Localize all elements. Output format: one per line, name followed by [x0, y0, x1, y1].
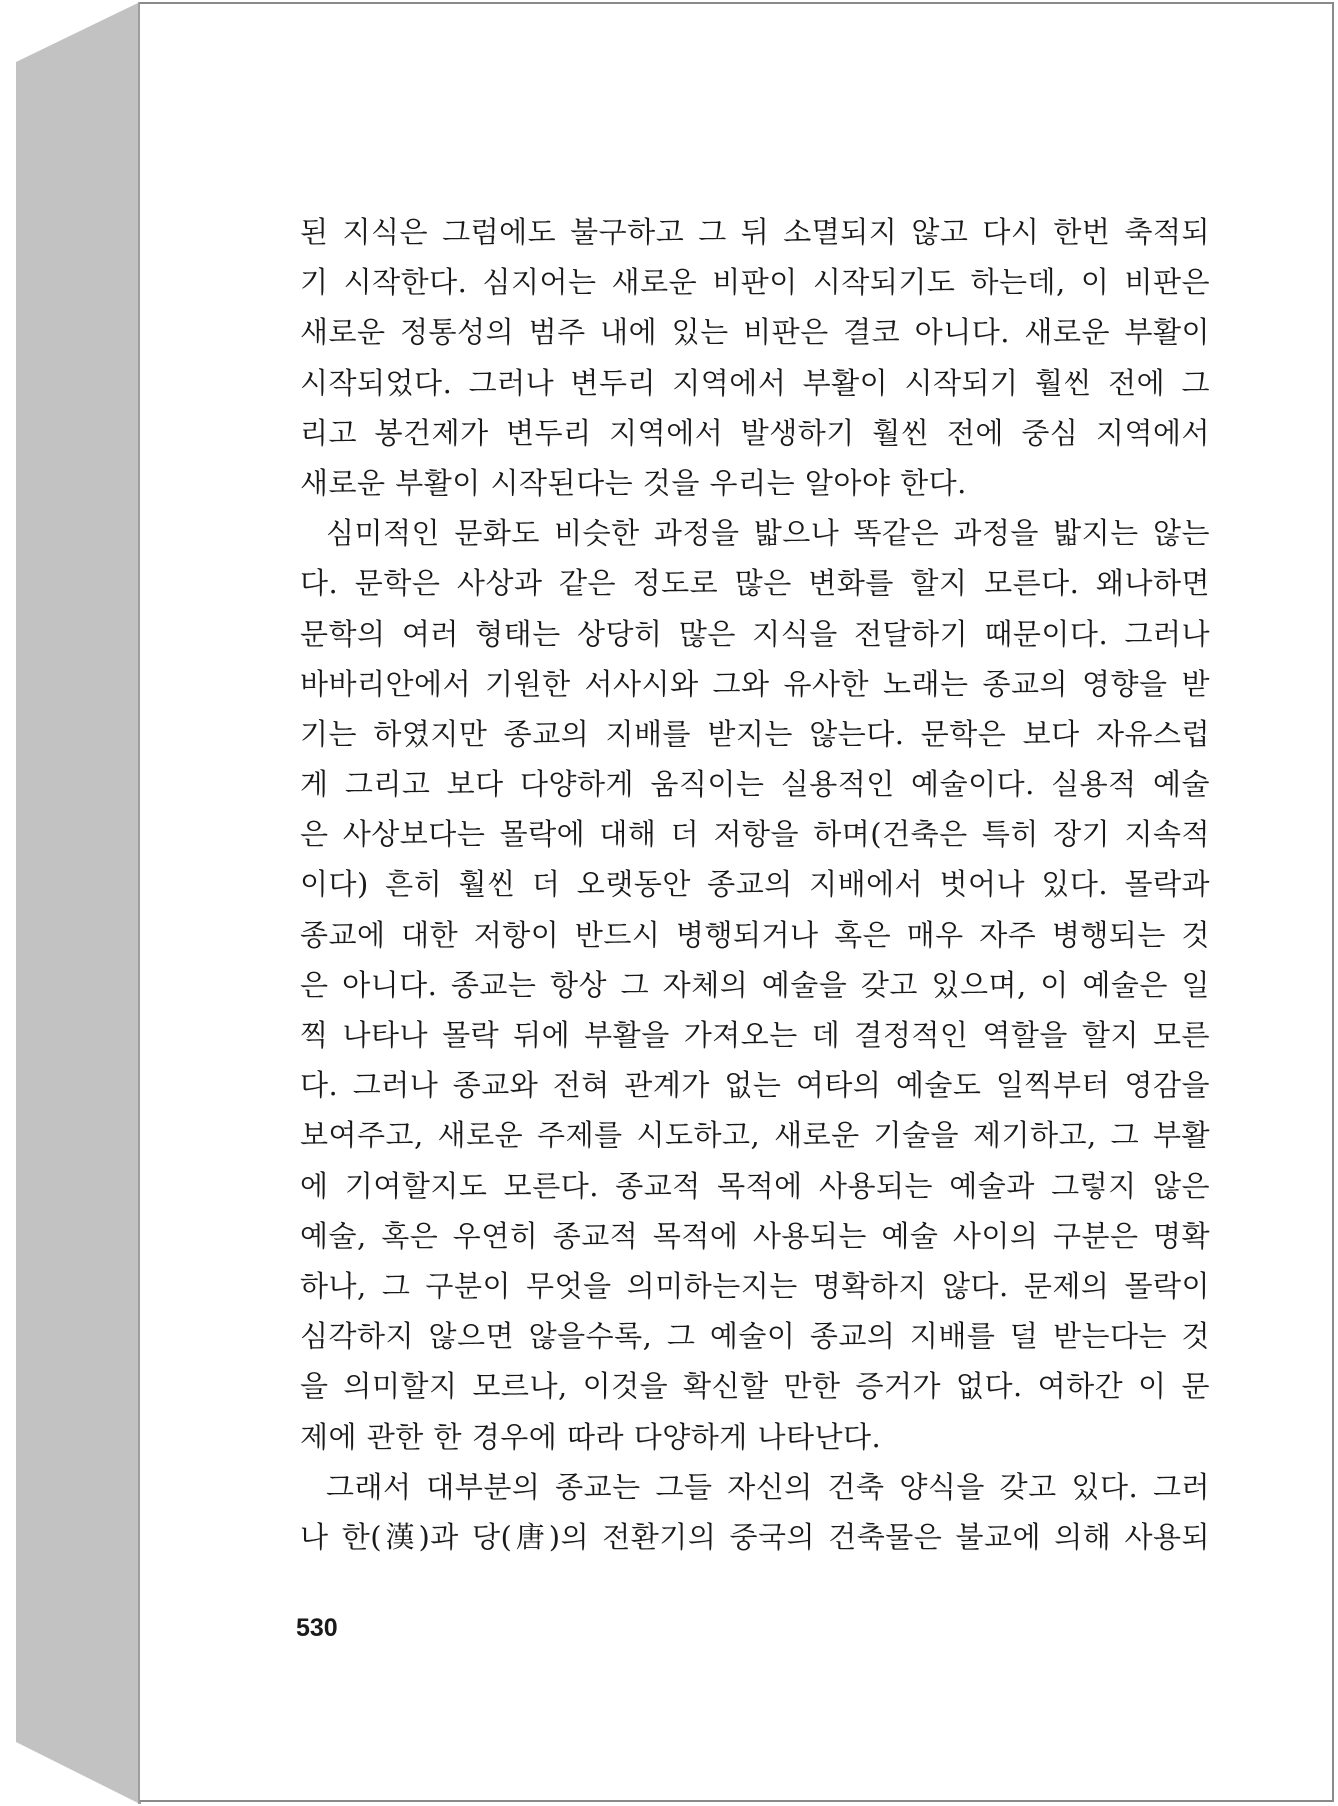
text-line: 그래서 대부분의 종교는 그들 자신의 건축 양식을 갖고 있다. 그러 [326, 1469, 1210, 1504]
text-line: 리고 봉건제가 변두리 지역에서 발생하기 훨씬 전에 중심 지역에서 [300, 415, 1210, 450]
page-number: 530 [296, 1614, 338, 1642]
text-line: 문학의 여러 형태는 상당히 많은 지식을 전달하기 때문이다. 그러나 [300, 616, 1210, 651]
text-line: 은 사상보다는 몰락에 대해 더 저항을 하며(건축은 특히 장기 지속적 [300, 817, 1210, 852]
text-line: 심미적인 문화도 비슷한 과정을 밟으나 똑같은 과정을 밟지는 않는 [326, 516, 1210, 551]
text-line: 바바리안에서 기원한 서사시와 그와 유사한 노래는 종교의 영향을 받 [300, 666, 1210, 701]
text-line: 새로운 정통성의 범주 내에 있는 비판은 결코 아니다. 새로운 부활이 [300, 315, 1210, 350]
text-line: 된 지식은 그럼에도 불구하고 그 뒤 소멸되지 않고 다시 한번 축적되 [300, 215, 1210, 249]
text-line: 제에 관한 한 경우에 따라 다양하게 나타난다. [300, 1419, 882, 1454]
text-line: 다. 그러나 종교와 전혀 관계가 없는 여타의 예술도 일찍부터 영감을 [300, 1068, 1210, 1103]
text-line: 새로운 부활이 시작된다는 것을 우리는 알아야 한다. [300, 465, 967, 500]
text-line: 기 시작한다. 심지어는 새로운 비판이 시작되기도 하는데, 이 비판은 [300, 265, 1210, 300]
body-text [300, 212, 1210, 1567]
text-line: 다. 문학은 사상과 같은 정도로 많은 변화를 할지 모른다. 왜나하면 [300, 566, 1210, 601]
text-line: 보여주고, 새로운 주제를 시도하고, 새로운 기술을 제기하고, 그 부활 [300, 1118, 1210, 1153]
text-line: 하나, 그 구분이 무엇을 의미하는지는 명확하지 않다. 문제의 몰락이 [300, 1268, 1210, 1303]
text-line: 기는 하였지만 종교의 지배를 받지는 않는다. 문학은 보다 자유스럽 [300, 716, 1210, 751]
text-line: 이다) 흔히 훨씬 더 오랫동안 종교의 지배에서 벗어나 있다. 몰락과 [300, 867, 1210, 902]
text-line: 예술, 혹은 우연히 종교적 목적에 사용되는 예술 사이의 구분은 명확 [300, 1218, 1210, 1253]
text-line: 을 의미할지 모르나, 이것을 확신할 만한 증거가 없다. 여하간 이 문 [300, 1369, 1210, 1404]
text-line: 찍 나타나 몰락 뒤에 부활을 가져오는 데 결정적인 역할을 할지 모른 [300, 1018, 1210, 1052]
text-line: 에 기여할지도 모른다. 종교적 목적에 사용되는 예술과 그렇지 않은 [300, 1168, 1210, 1203]
text-line: 게 그리고 보다 다양하게 움직이는 실용적인 예술이다. 실용적 예술 [300, 767, 1210, 802]
text-line: 심각하지 않으면 않을수록, 그 예술이 종교의 지배를 덜 받는다는 것 [300, 1319, 1210, 1354]
text-line: 나 한(漢)과 당(唐)의 전환기의 중국의 건축물은 불교에 의해 사용되 [300, 1519, 1210, 1554]
text-line: 종교에 대한 저항이 반드시 병행되거나 혹은 매우 자주 병행되는 것 [300, 917, 1210, 952]
text-line: 은 아니다. 종교는 항상 그 자체의 예술을 갖고 있으며, 이 예술은 일 [300, 967, 1210, 1002]
book-spine [16, 2, 140, 1804]
text-line: 시작되었다. 그러나 변두리 지역에서 부활이 시작되기 훨씬 전에 그 [300, 365, 1210, 400]
